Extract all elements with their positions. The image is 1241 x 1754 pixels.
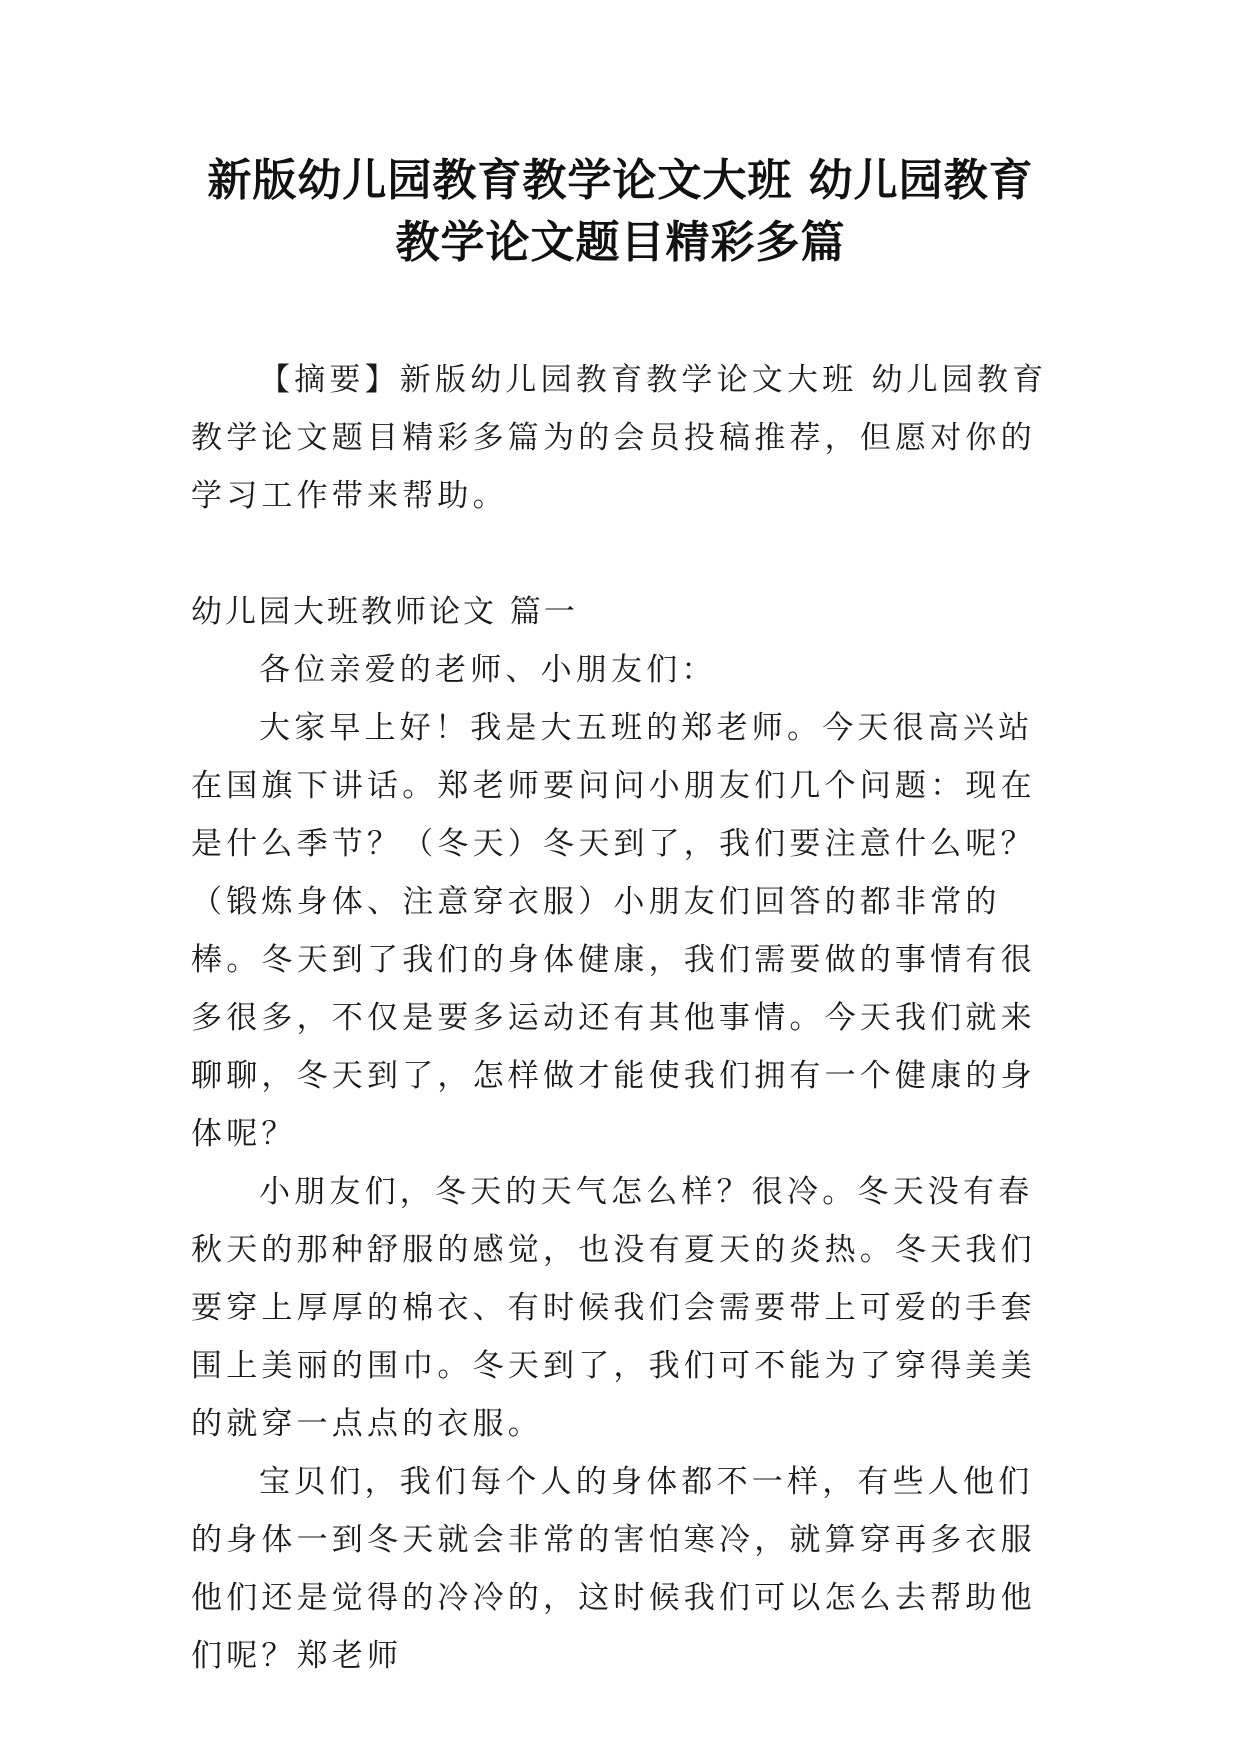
body-paragraph: 宝贝们，我们每个人的身体都不一样，有些人他们的身体一到冬天就会非常的害怕寒冷，就算穿再多衣服他们还是觉得的冷冷的，这时候我们可以怎么去帮助他们呢？郑老师: [191, 1464, 1036, 1674]
body-paragraph: 大家早上好！我是大五班的郑老师。今天很高兴站在国旗下讲话。郑老师要问问小朋友们几个问题：现在是什么季节？（冬天）冬天到了，我们要注意什么呢？（锻炼身体、注意穿衣服）小朋友们回答的都非常的棒。冬天到了我们的身体健康，我们需要做的事情有很多很多，不仅是要多运动还有其他事情。今天我们就来聊聊，冬天到了，怎样做才能使我们拥有一个健康的身体呢？: [191, 710, 1036, 1152]
document-title: [150, 150, 1091, 274]
abstract-paragraph: 【摘要】新版幼儿园教育教学论文大班 幼儿园教育教学论文题目精彩多篇为的会员投稿推荐，但愿对你的学习工作带来帮助。: [191, 362, 1048, 514]
section-heading: 幼儿园大班教师论文 篇一: [191, 594, 578, 630]
title-line-2: 教学论文题目精彩多篇: [395, 217, 846, 268]
body-paragraph: 各位亲爱的老师、小朋友们：: [259, 652, 717, 688]
body-content: [191, 641, 1051, 1685]
title-line-1: 新版幼儿园教育教学论文大班 幼儿园教育: [207, 155, 1034, 206]
abstract-block: [191, 351, 1051, 525]
body-paragraph: 小朋友们，冬天的天气怎么样？很冷。冬天没有春秋天的那种舒服的感觉，也没有夏天的炎热。冬天我们要穿上厚厚的棉衣、有时候我们会需要带上可爱的手套围上美丽的围巾。冬天到了，我们可不能为了穿得美美的就穿一点点的衣服。: [191, 1174, 1036, 1442]
